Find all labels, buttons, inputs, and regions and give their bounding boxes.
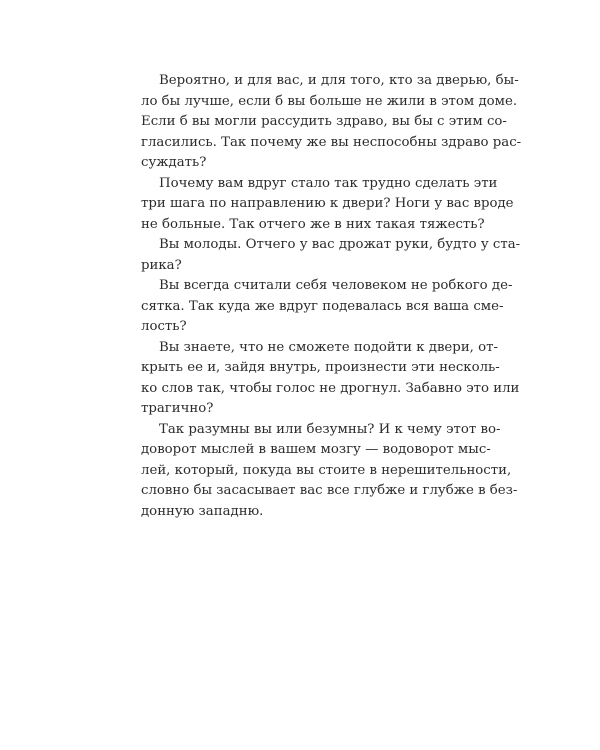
paragraph (141, 420, 518, 523)
text-line: суждать? (141, 155, 207, 170)
paragraph (141, 71, 522, 174)
text-line: гласились. Так почему же вы неспособны здраво рас- (141, 134, 522, 150)
text-line: рика? (141, 257, 182, 273)
text-line: Почему вам вдруг стало так трудно сделать эти (159, 175, 498, 191)
text-line: лей, который, покуда вы стоите в нерешительности, (141, 462, 512, 478)
text-line: Так разумны вы или безумны? И к чему этот во- (159, 421, 501, 437)
paragraph (141, 276, 513, 338)
text-block (141, 71, 522, 522)
text-line: Вы знаете, что не сможете подойти к двери, от- (159, 339, 498, 355)
text-line: три шага по направлению к двери? Ноги у вас вроде (141, 196, 514, 211)
paragraph (141, 235, 521, 276)
text-line: ко слов так, чтобы голос не дрогнул. Забавно это или (141, 380, 520, 396)
text-line: Вы молоды. Отчего у вас дрожат руки, будто у ста- (159, 237, 521, 252)
text-line: сятка. Так куда же вдруг подевалась вся ваша сме- (141, 298, 504, 314)
text-line: трагично? (141, 401, 214, 416)
text-line: крыть ее и, зайдя внутрь, произнести эти несколь- (141, 360, 500, 375)
text-line: не больные. Так отчего же в них такая тяжесть? (141, 216, 485, 232)
text-line: словно бы засасывает вас все глубже и глубже в без- (141, 483, 518, 498)
paragraph (141, 174, 514, 236)
text-line: лость? (141, 319, 187, 334)
text-line: ло бы лучше, если б вы больше не жили в этом доме. (141, 93, 518, 109)
text-line: Если б вы могли рассудить здраво, вы бы с этим со- (141, 114, 507, 129)
text-line: Вероятно, и для вас, и для того, кто за дверью, бы- (159, 73, 519, 88)
paragraph (141, 338, 520, 420)
text-line: Вы всегда считали себя человеком не робкого де- (159, 278, 513, 293)
text-line: донную западню. (141, 503, 264, 519)
text-line: доворот мыслей в вашем мозгу — водоворот мыс- (141, 442, 491, 457)
